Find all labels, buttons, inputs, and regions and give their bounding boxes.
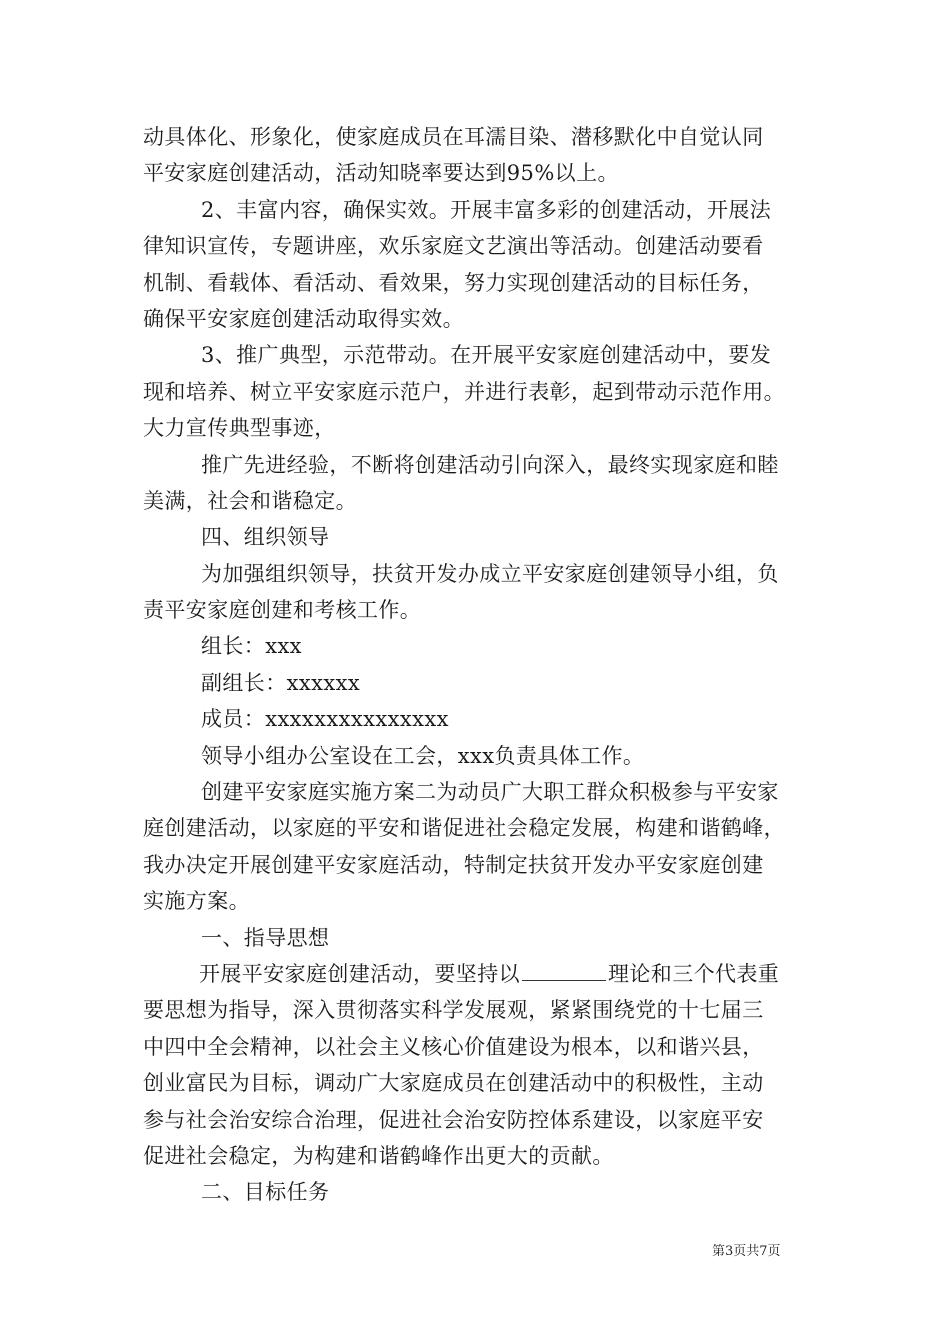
members-line: 成员：xxxxxxxxxxxxxxx <box>201 707 449 732</box>
paragraph-line: 美满，社会和谐稳定。 <box>143 488 357 513</box>
paragraph-line: 推广先进经验，不断将创建活动引向深入，最终实现家庭和睦 <box>201 452 779 477</box>
paragraph-line: 确保平安家庭创建活动取得实效。 <box>143 306 464 331</box>
line-text-before-blank: 开展平安家庭创建活动，要坚持以 <box>199 961 520 986</box>
paragraph-line: 律知识宣传，专题讲座，欢乐家庭文艺演出等活动。创建活动要看 <box>143 234 764 259</box>
paragraph-line: 现和培养、树立平安家庭示范户，并进行表彰，起到带动示范作用。 <box>143 379 785 404</box>
paragraph-line-with-blank <box>143 956 823 992</box>
paragraph-line: 平安家庭创建活动，活动知晓率要达到95%以上。 <box>143 161 619 186</box>
paragraph-line: 实施方案。 <box>143 889 250 914</box>
paragraph-line: 创业富民为目标，调动广大家庭成员在创建活动中的积极性，主动 <box>143 1071 764 1096</box>
section-heading: 二、目标任务 <box>201 1180 330 1205</box>
document-body <box>143 119 823 1211</box>
section-heading: 四、组织领导 <box>201 525 330 550</box>
page-number: 第3页共7页 <box>712 1244 781 1259</box>
paragraph-line: 动具体化、形象化，使家庭成员在耳濡目染、潜移默化中自觉认同 <box>143 125 764 149</box>
section-heading: 一、指导思想 <box>201 925 330 950</box>
paragraph-line: 领导小组办公室设在工会，xxx负责具体工作。 <box>201 743 645 768</box>
fill-in-blank <box>522 958 606 981</box>
paragraph-line: 庭创建活动，以家庭的平安和谐促进社会稳定发展，构建和谐鹤峰， <box>143 816 785 841</box>
paragraph-line: 机制、看载体、看活动、看效果，努力实现创建活动的目标任务， <box>143 270 764 295</box>
paragraph-line: 我办决定开展创建平安家庭活动，特制定扶贫开发办平安家庭创建 <box>143 852 764 877</box>
deputy-leader-line: 副组长：xxxxxx <box>201 670 361 695</box>
paragraph-line: 创建平安家庭实施方案二为动员广大职工群众积极参与平安家 <box>201 780 779 805</box>
paragraph-line: 参与社会治安综合治理，促进社会治安防控体系建设，以家庭平安 <box>143 1107 764 1132</box>
group-leader-line: 组长：xxx <box>201 634 302 659</box>
paragraph-line: 要思想为指导，深入贯彻落实科学发展观，紧紧围绕党的十七届三 <box>143 998 764 1023</box>
paragraph-line: 责平安家庭创建和考核工作。 <box>143 598 422 623</box>
paragraph-line: 为加强组织领导，扶贫开发办成立平安家庭创建领导小组，负 <box>201 561 779 586</box>
paragraph-line: 3、推广典型，示范带动。在开展平安家庭创建活动中，要发 <box>201 343 772 368</box>
paragraph-line: 2、丰富内容，确保实效。开展丰富多彩的创建活动，开展法 <box>201 197 772 222</box>
paragraph-line: 中四中全会精神，以社会主义核心价值建设为根本，以和谐兴县， <box>143 1034 764 1059</box>
paragraph-line: 大力宣传典型事迹， <box>143 416 336 441</box>
line-text-after-blank: 理论和三个代表重 <box>608 961 780 986</box>
paragraph-line: 促进社会稳定，为构建和谐鹤峰作出更大的贡献。 <box>143 1143 614 1168</box>
